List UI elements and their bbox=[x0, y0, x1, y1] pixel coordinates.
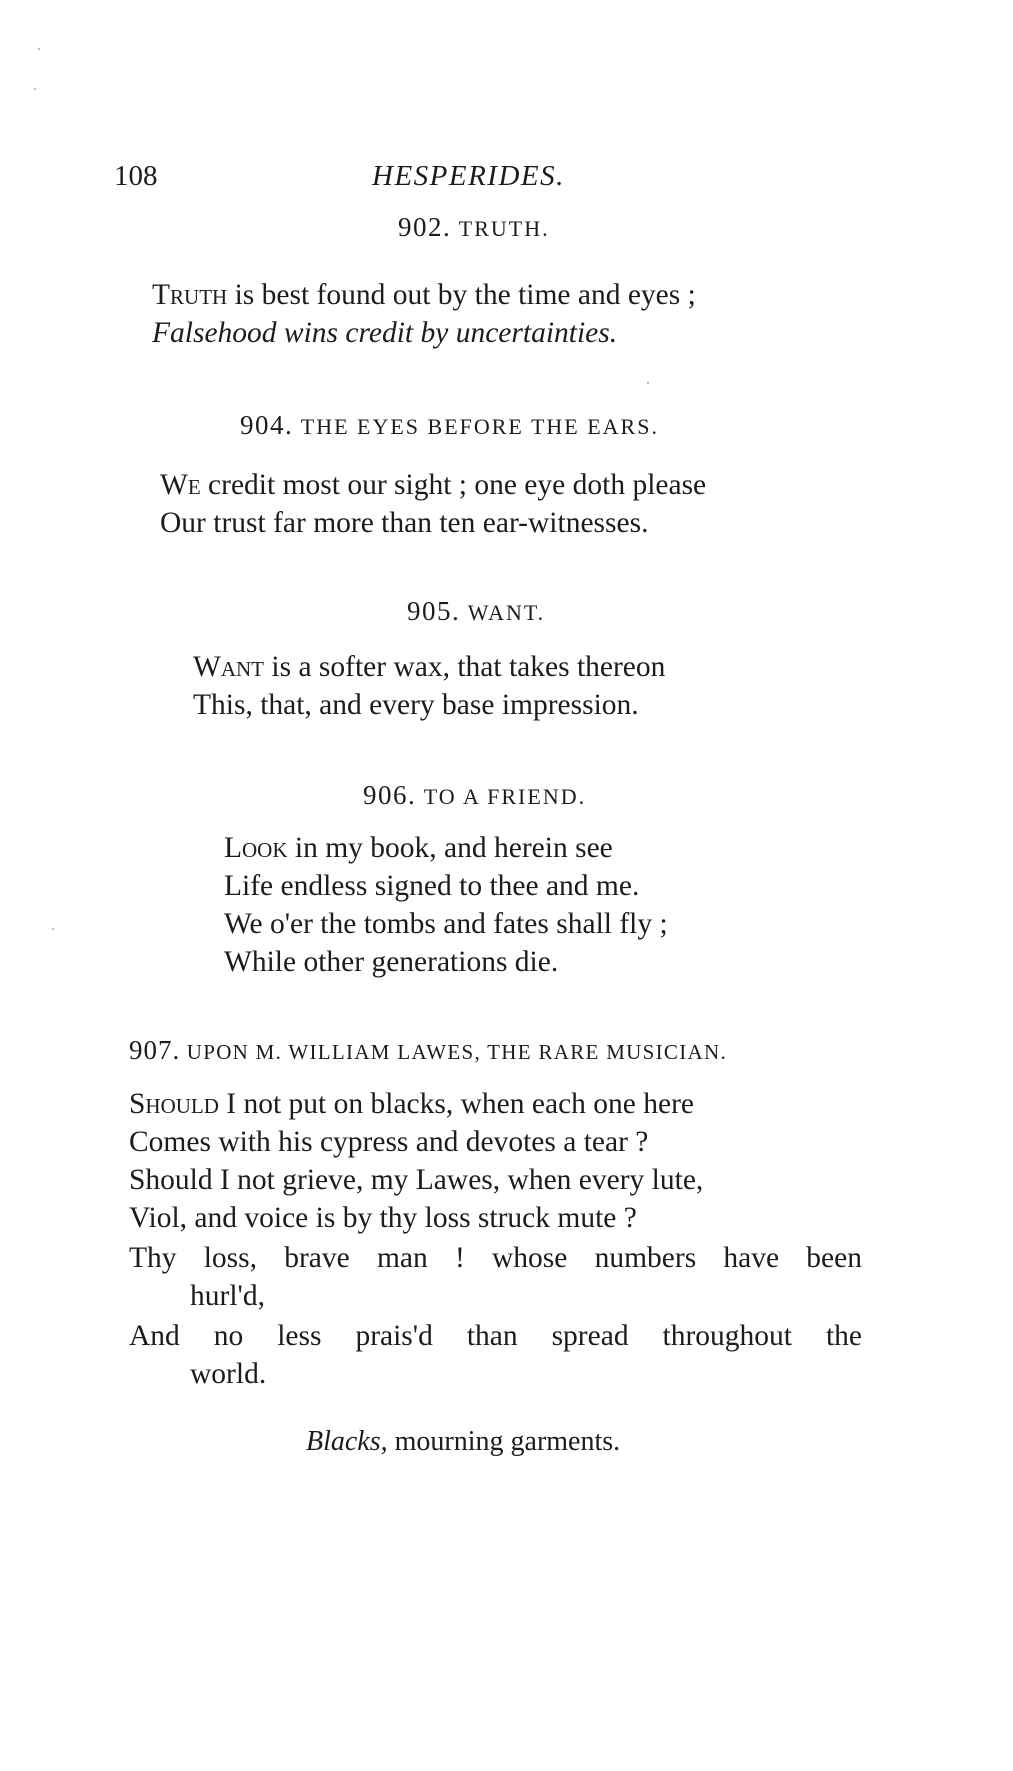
poem-line: Thy loss, brave man ! whose numbers have been bbox=[129, 1242, 862, 1274]
initial-word: Look bbox=[224, 832, 288, 864]
poem-line: This, that, and every base impression. bbox=[193, 689, 639, 721]
line-text: credit most our sight ; one eye doth please bbox=[200, 469, 707, 501]
line-text: in my book, and herein see bbox=[287, 832, 613, 864]
paper-speck bbox=[38, 48, 40, 50]
poem-line bbox=[160, 467, 706, 503]
poem-line: While other generations die. bbox=[224, 946, 559, 978]
footnote bbox=[306, 1426, 620, 1458]
paper-speck bbox=[34, 88, 36, 90]
line-text: is a softer wax, that takes thereon bbox=[264, 651, 666, 683]
initial-word: We bbox=[160, 469, 201, 501]
poem-title: WANT. bbox=[467, 600, 546, 625]
poem-heading-906 bbox=[363, 780, 586, 811]
poem-line: Comes with his cypress and devotes a tear ? bbox=[129, 1126, 649, 1158]
initial-word: Want bbox=[193, 651, 265, 683]
poem-line: Falsehood wins credit by uncertainties. bbox=[152, 317, 618, 349]
poem-line-continuation: hurl'd, bbox=[190, 1280, 265, 1312]
poem-line bbox=[129, 1086, 694, 1122]
poem-number: 907. bbox=[129, 1035, 181, 1065]
poem-heading-907 bbox=[129, 1035, 727, 1066]
poem-line-continuation: world. bbox=[190, 1358, 267, 1390]
poem-line: We o'er the tombs and fates shall fly ; bbox=[224, 908, 668, 940]
poem-number: 904. bbox=[240, 410, 294, 440]
page-number: 108 bbox=[114, 160, 158, 192]
initial-word: Truth bbox=[152, 279, 228, 311]
poem-heading-902 bbox=[398, 212, 550, 243]
paper-speck bbox=[647, 382, 649, 384]
poem-line bbox=[224, 830, 613, 866]
poem-heading-904 bbox=[240, 410, 659, 441]
poem-line: And no less prais'd than spread throughout the bbox=[129, 1320, 862, 1352]
poem-number: 905. bbox=[407, 596, 461, 626]
line-text: I not put on blacks, when each one here bbox=[218, 1088, 695, 1120]
poem-number: 902. bbox=[398, 212, 452, 242]
poem-line: Life endless signed to thee and me. bbox=[224, 870, 640, 902]
poem-title: TO A FRIEND. bbox=[423, 784, 587, 809]
poem-line: Our trust far more than ten ear-witnesses. bbox=[160, 507, 649, 539]
poem-line bbox=[152, 277, 696, 313]
poem-heading-905 bbox=[407, 596, 545, 627]
initial-word: Should bbox=[129, 1088, 219, 1120]
footnote-definition: mourning garments. bbox=[387, 1426, 621, 1457]
running-head bbox=[114, 160, 874, 200]
poem-line bbox=[193, 649, 665, 685]
poem-line: Viol, and voice is by thy loss struck mute ? bbox=[129, 1202, 637, 1234]
line-text: is best found out by the time and eyes ; bbox=[227, 279, 696, 311]
poem-line: Should I not grieve, my Lawes, when every lute, bbox=[129, 1164, 704, 1196]
poem-title: UPON M. WILLIAM LAWES, THE RARE MUSICIAN. bbox=[186, 1040, 727, 1064]
paper-speck bbox=[52, 928, 54, 930]
poem-number: 906. bbox=[363, 780, 417, 810]
footnote-term: Blacks, bbox=[306, 1426, 388, 1457]
book-title: HESPERIDES. bbox=[372, 160, 565, 192]
poem-title: TRUTH. bbox=[458, 216, 550, 241]
poem-title: THE EYES BEFORE THE EARS. bbox=[300, 414, 659, 439]
